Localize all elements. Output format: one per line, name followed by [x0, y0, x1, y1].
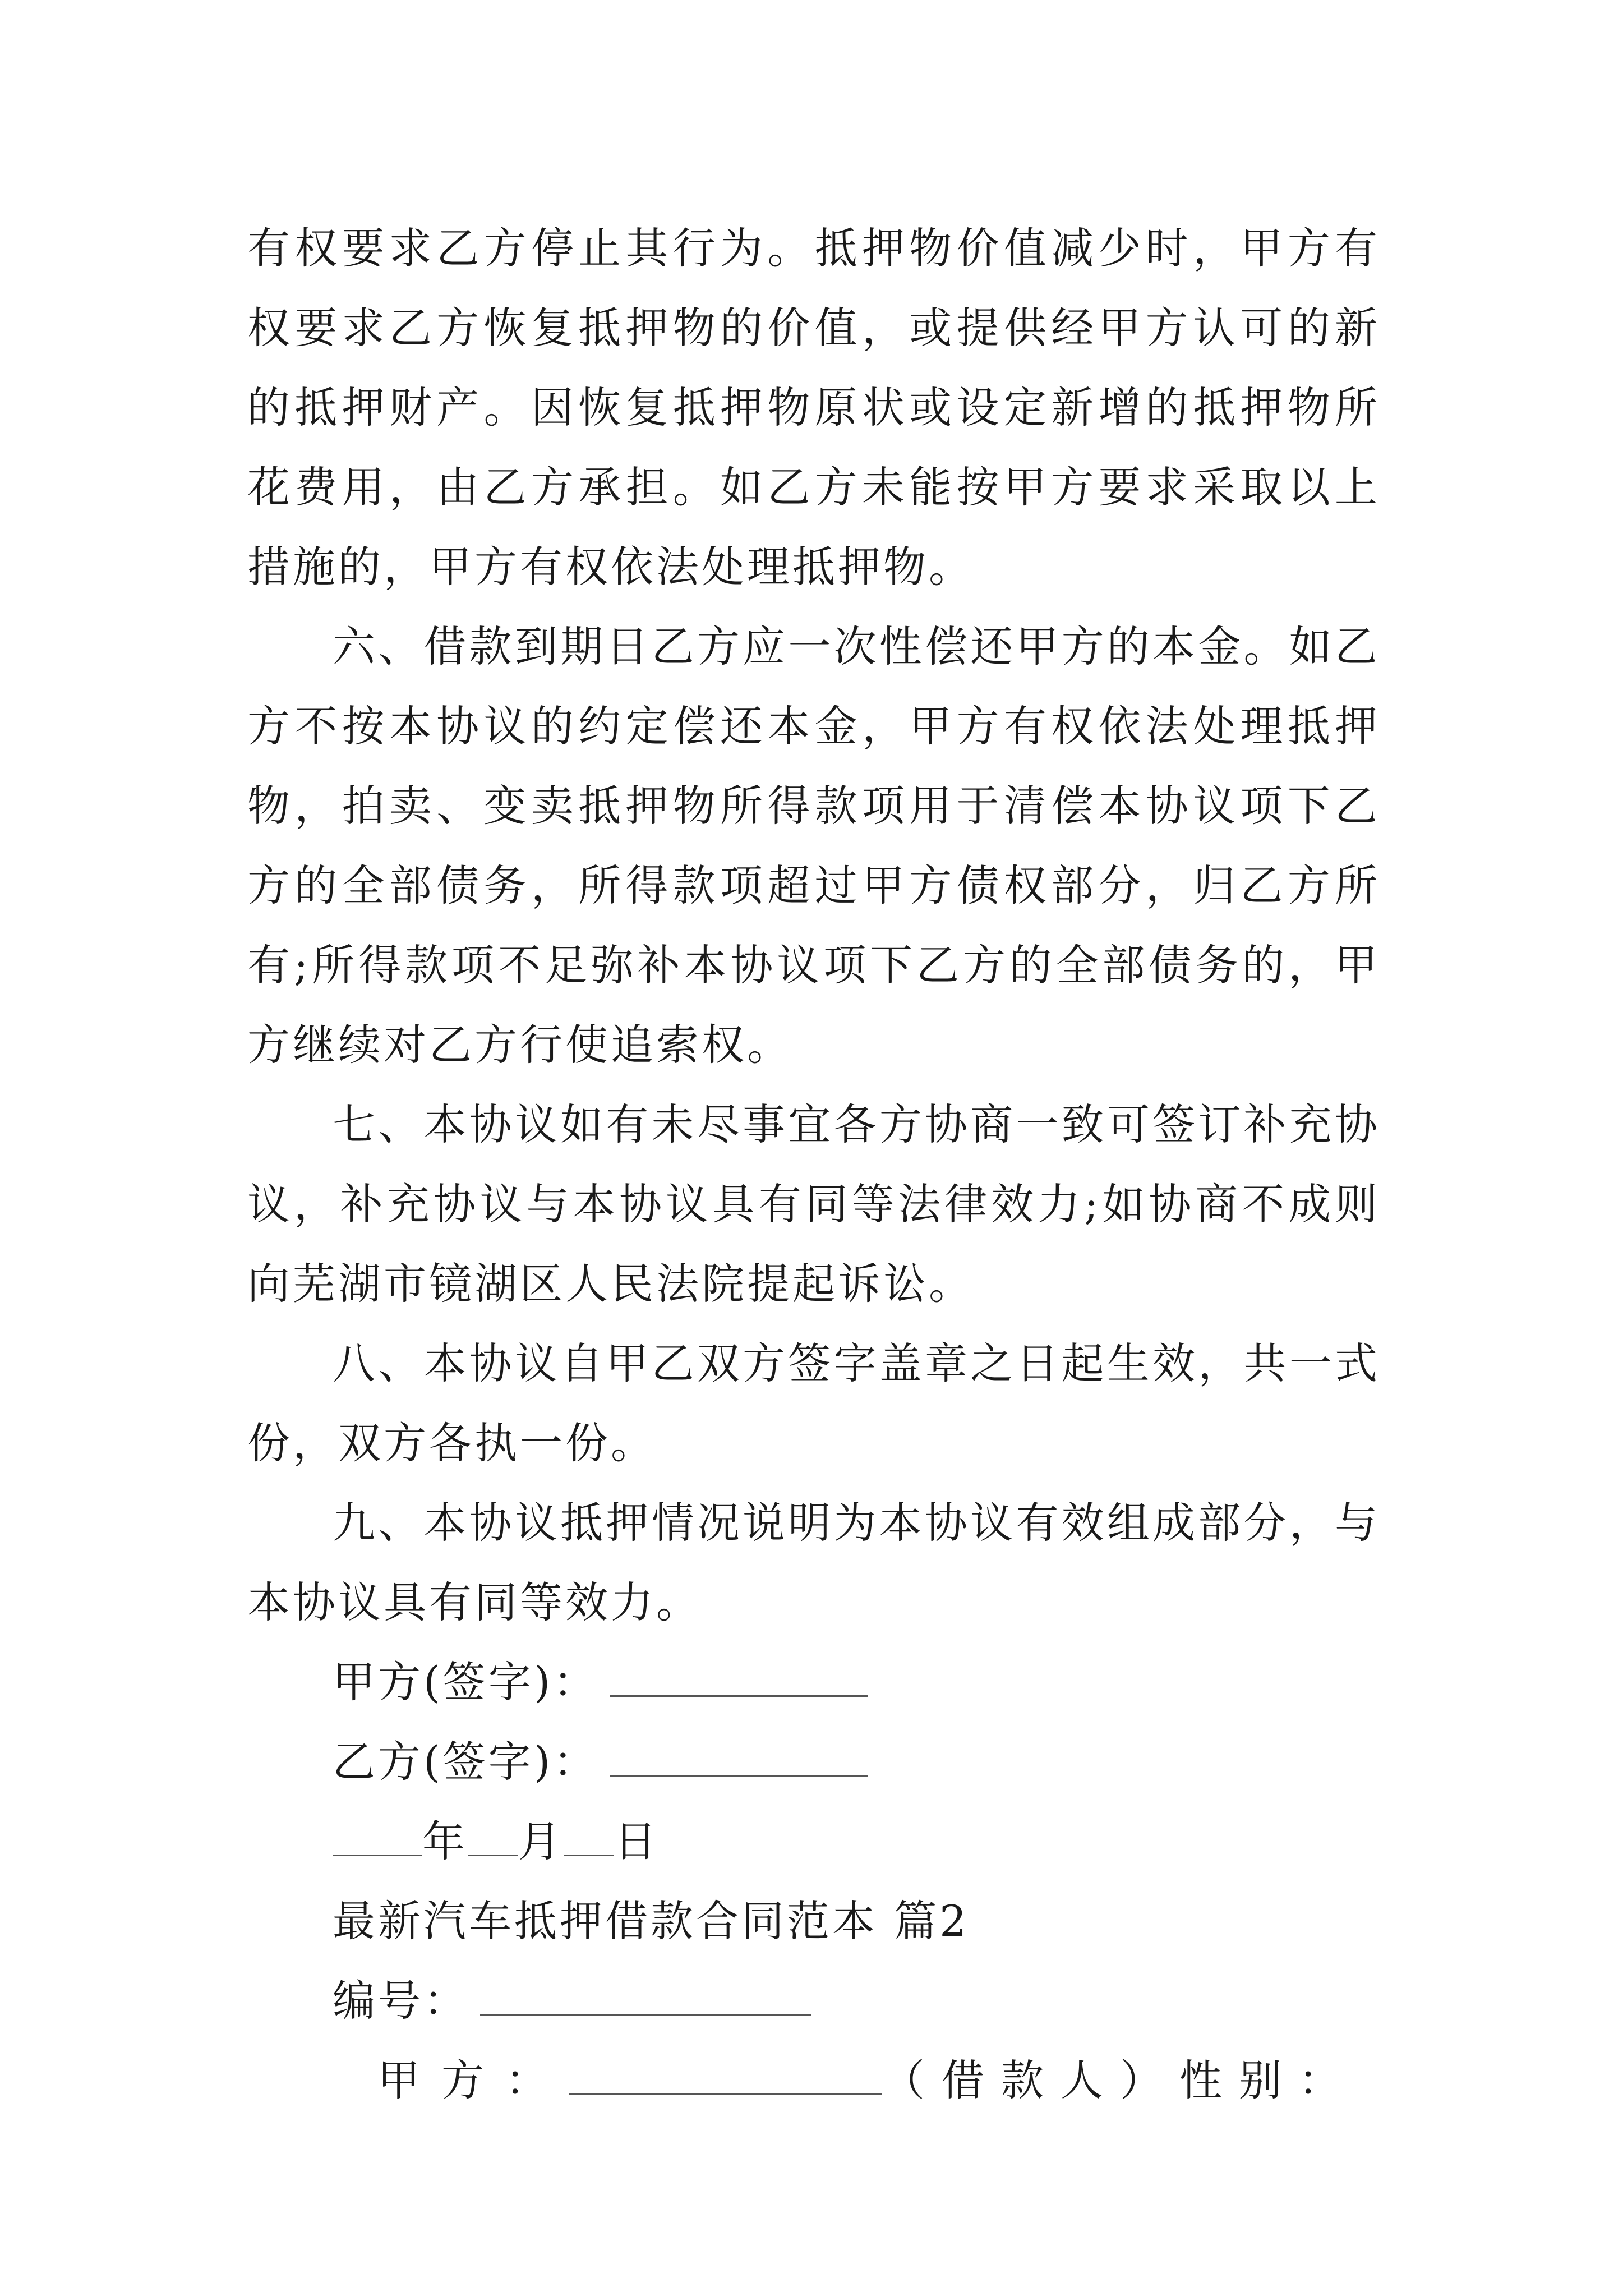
paragraph-5-continued: 有权要求乙方停止其行为。抵押物价值减少时，甲方有权要求乙方恢复抵押物的价值，或提供经甲方认可的新的抵押财产。因恢复抵押物原状或设定新增的抵押物所花费用，由乙方承担。如乙方未能按甲方要求采取以上措施的，甲方有权依法处理抵押物。 — [247, 223, 1380, 592]
party-a-line — [247, 2041, 1380, 2120]
party-a-blank — [569, 2060, 882, 2095]
contract-number — [247, 1961, 1380, 2041]
date-line — [247, 1802, 1380, 1881]
document-body — [247, 209, 1380, 2120]
signature-party-b — [247, 1722, 1380, 1802]
party-a-gender-label: 性别： — [1179, 2055, 1358, 2105]
year-blank — [333, 1821, 422, 1856]
contract-number-label: 编号： — [333, 1976, 469, 2026]
signature-party-a-blank — [610, 1662, 868, 1697]
contract-number-blank — [480, 1980, 811, 2016]
signature-party-a-label: 甲方(签字)： — [333, 1657, 599, 1707]
clause-8: 八、本协议自甲乙双方签字盖章之日起生效，共一式份，双方各执一份。 — [247, 1338, 1380, 1468]
clause-6: 六、借款到期日乙方应一次性偿还甲方的本金。如乙方不按本协议的约定偿还本金，甲方有权依法处理抵押物，拍卖、变卖抵押物所得款项用于清偿本协议项下乙方的全部债务，所得款项超过甲方债权部分，归乙方所有;所得款项不足弥补本协议项下乙方的全部债务的，甲方继续对乙方行使追索权。 — [247, 622, 1380, 1070]
clause-7: 七、本协议如有未尽事宜各方协商一致可签订补充协议，补充协议与本协议具有同等法律效力;如协商不成则向芜湖市镜湖区人民法院提起诉讼。 — [247, 1099, 1380, 1309]
clause-9: 九、本协议抵押情况说明为本协议有效组成部分，与本协议具有同等效力。 — [247, 1498, 1380, 1627]
party-a-borrower: （借款人） — [882, 2055, 1179, 2105]
day-blank — [564, 1821, 614, 1856]
month-label: 月 — [518, 1816, 564, 1866]
party-a-label: 甲方： — [377, 2055, 569, 2105]
signature-party-b-label: 乙方(签字)： — [333, 1737, 599, 1787]
year-label: 年 — [422, 1816, 468, 1866]
day-label: 日 — [614, 1816, 660, 1866]
signature-party-a — [247, 1642, 1380, 1722]
month-blank — [468, 1821, 518, 1856]
section-title: 最新汽车抵押借款合同范本 篇2 — [333, 1896, 970, 1946]
signature-party-b-blank — [610, 1741, 868, 1777]
